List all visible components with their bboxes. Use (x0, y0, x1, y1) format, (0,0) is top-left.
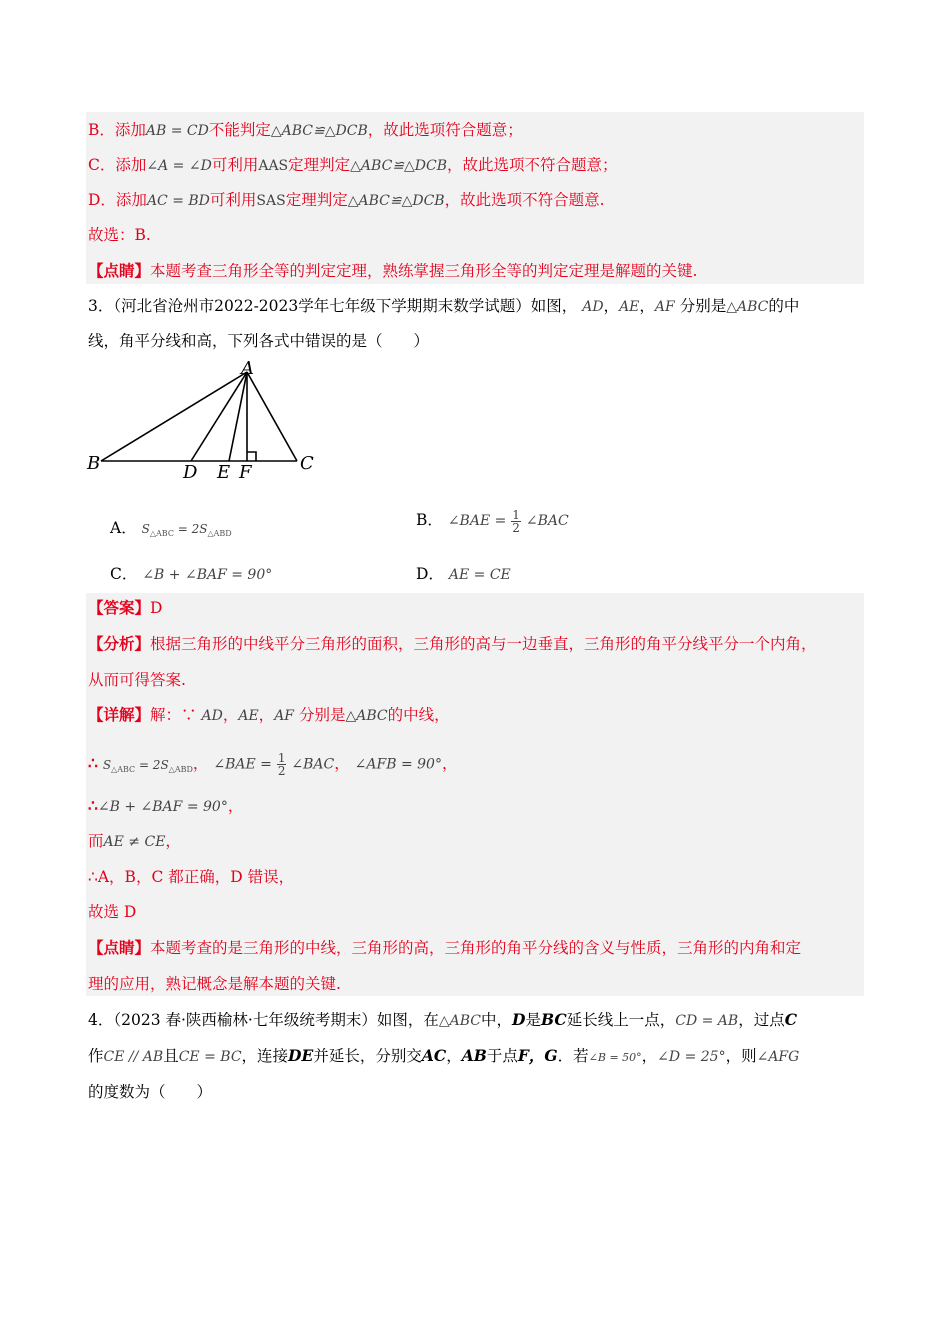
q3-choose: 故选 D (88, 903, 137, 921)
prev-choose: 故选：B. (88, 226, 151, 244)
option-b-analysis: B．添加AB = CD不能判定△ABC≌△DCB，故此选项符合题意； (88, 121, 523, 139)
q3-triangle-figure (84, 360, 324, 485)
label-B: B (87, 453, 101, 474)
q4-stem-line1: 4．（2023 春·陕西榆林·七年级统考期末）如图，在△ABC中，D是BC延长线上一点，CD = AB，过点C (88, 1010, 798, 1029)
q3-detail-line3: ∴∠B + ∠BAF = 90°， (88, 796, 244, 815)
label-F: F (239, 462, 252, 483)
q3-comment-line2: 理的应用，熟记概念是解本题的关键. (88, 975, 341, 993)
q3-analysis-line1: 【分析】根据三角形的中线平分三角形的面积，三角形的高与一边垂直，三角形的角平分线平分一个内角， (88, 634, 817, 653)
q3-option-c: C． ∠B + ∠BAF = 90° (110, 565, 273, 583)
q4-stem-line2: 作CE // AB且CE = BC，连接DE并延长，分别交AC，AB于点F，G．若∠B = 50°，∠D = 25°，则∠AFG (88, 1046, 800, 1065)
q3-detail-line2: ∴ $S_{\triangle ABC} = 2S_{\triangle ABD}$， ∠BAE = $\frac{1}{2}$ ∠BAC， ∠AFB = 90°， (88, 751, 458, 778)
q3-detail-line4: 而AE ≠ CE， (88, 832, 181, 850)
label-C: C (300, 453, 314, 474)
q3-option-d: D． AE = CE (416, 565, 511, 583)
option-c-analysis: C．添加∠A = ∠D可利用AAS定理判定△ABC≌△DCB，故此选项不符合题意； (88, 156, 618, 174)
label-D: D (183, 462, 198, 483)
q3-comment-line1: 【点睛】本题考查的是三角形的中线，三角形的高，三角形的角平分线的含义与性质，三角形的内角和定 (88, 938, 802, 957)
q3-answer: 【答案】D (88, 598, 163, 617)
option-d-analysis: D．添加AC = BD可利用SAS定理判定△ABC≌△DCB，故此选项不符合题意. (88, 191, 605, 209)
q3-stem-line1: 3．（河北省沧州市2022-2023学年七年级下学期期末数学试题）如图， AD，AE，AF 分别是△ABC的中 (88, 297, 800, 315)
q3-analysis-line2: 从而可得答案. (88, 671, 186, 689)
q3-stem-line2: 线，角平分线和高，下列各式中错误的是（ ） (88, 332, 430, 350)
q3-option-b: B． ∠BAE = $\frac{1}{2}$ ∠BAC (416, 507, 569, 535)
label-A: A (241, 360, 254, 379)
label-E: E (217, 462, 231, 483)
prev-comment: 【点睛】本题考查三角形全等的判定定理，熟练掌握三角形全等的判定定理是解题的关键. (88, 261, 698, 280)
q3-option-a: A． $S_{\triangle ABC} = 2S_{\triangle ABD}$ (110, 519, 232, 538)
q3-conclusion: ∴A，B，C 都正确，D 错误， (88, 868, 295, 886)
q3-detail-line1: 【详解】解：∵ AD，AE，AF 分别是△ABC的中线， (88, 705, 450, 724)
q4-stem-line3: 的度数为（ ） (88, 1083, 213, 1101)
